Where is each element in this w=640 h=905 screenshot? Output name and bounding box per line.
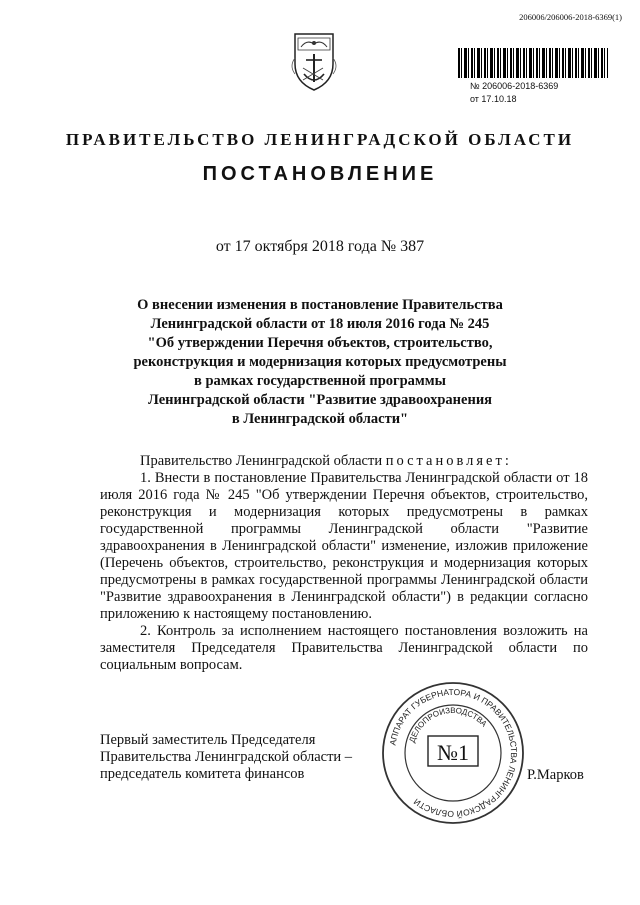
point-1: 1. Внести в постановление Правительства Ленинградской области от 18 июля 2016 года № 245 "Об утверждении Перечня объектов, строительство, реконструкция и модернизация которых предусмотрены в рамках государственной программы Ленинградской области "Развитие здравоохранения в Ленинградской области" изменение, изложив приложение (Перечень объектов, строительство, реконструкция и модернизация которых предусмотрены в рамках государственной программы Ленинградской области "Развитие здравоохранения в Ленинградской области") в редакции согласно приложению к настоящему постановлению. bbox=[100, 470, 588, 622]
registration-number: № 206006-2018-6369 bbox=[470, 81, 559, 91]
intro-text: Правительство Ленинградской области bbox=[140, 453, 383, 469]
title-line: в рамках государственной программы bbox=[193, 373, 446, 389]
registration-stamp bbox=[470, 80, 558, 106]
stamp-number: №1 bbox=[437, 740, 469, 765]
signature-position bbox=[100, 732, 352, 783]
official-stamp bbox=[378, 678, 528, 828]
signer-name: Р.Марков bbox=[527, 767, 584, 783]
title-line: "Об утверждении Перечня объектов, строительство, bbox=[147, 335, 493, 351]
document-date: от 17 октября 2018 года № 387 bbox=[215, 238, 425, 255]
position-line: председатель комитета финансов bbox=[100, 766, 305, 782]
document-id: 206006/206006-2018-6369(1) bbox=[519, 12, 622, 22]
title-line: реконструкция и модернизация которых предусмотрены bbox=[133, 354, 507, 370]
position-line: Правительства Ленинградской области – bbox=[100, 749, 353, 765]
coat-of-arms-icon bbox=[289, 30, 339, 92]
document-type: ПОСТАНОВЛЕНИЕ bbox=[202, 163, 438, 185]
intro-verb: постановляет: bbox=[385, 453, 512, 469]
document-body bbox=[100, 453, 588, 674]
stamp-ring-path: АППАРАТ ГУБЕРНАТОРА И ПРАВИТЕЛЬСТВА ЛЕНИНГРАДСКОЙ ОБЛАСТИ bbox=[387, 686, 520, 820]
title-line: Ленинградской области "Развитие здравоохранения bbox=[147, 392, 493, 408]
stamp-inner-path: ДЕЛОПРОИЗВОДСТВА bbox=[407, 705, 489, 744]
registration-date: от 17.10.18 bbox=[470, 94, 517, 104]
position-line: Первый заместитель Председателя bbox=[100, 732, 316, 748]
document-title bbox=[80, 296, 560, 429]
organization-name: ПРАВИТЕЛЬСТВО ЛЕНИНГРАДСКОЙ ОБЛАСТИ bbox=[65, 130, 575, 149]
title-line: Ленинградской области от 18 июля 2016 года № 245 bbox=[150, 316, 490, 332]
intro-paragraph bbox=[100, 453, 588, 470]
barcode bbox=[458, 48, 608, 78]
title-line: в Ленинградской области" bbox=[231, 411, 409, 427]
point-2: 2. Контроль за исполнением настоящего постановления возложить на заместителя Председателя Правительства Ленинградской области по социальным вопросам. bbox=[100, 623, 588, 673]
title-line: О внесении изменения в постановление Правительства bbox=[137, 297, 503, 313]
